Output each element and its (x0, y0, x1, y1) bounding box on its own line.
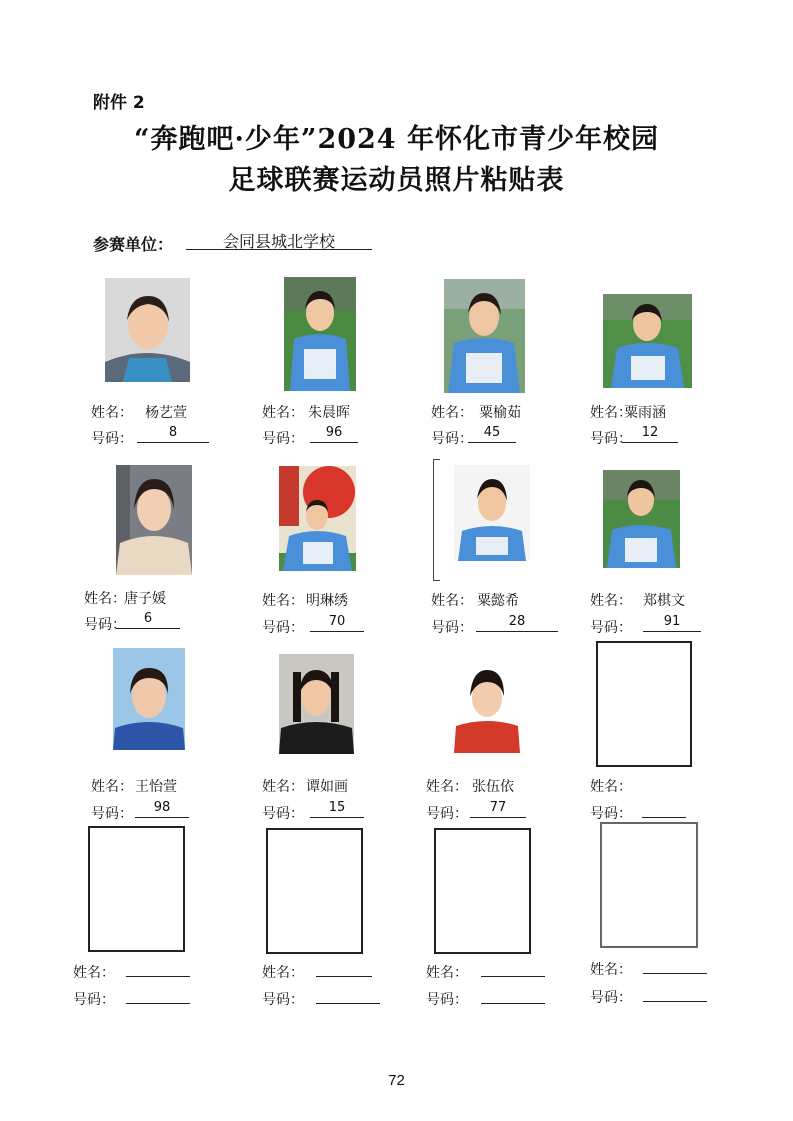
player-photo-9 (113, 648, 185, 750)
player-photo-10 (279, 654, 354, 754)
player-3-name-label: 姓名： (431, 405, 473, 421)
player-8-number-label: 号码： (590, 620, 632, 636)
player-5-name: 唐子媛 (124, 591, 166, 607)
player-8-name: 郑棋文 (643, 593, 685, 609)
player-14-number (316, 986, 380, 1004)
unit-name-field: 会同县城北学校 (186, 229, 372, 250)
player-2-number-label: 号码： (262, 431, 304, 447)
player-6-number: 70 (310, 614, 364, 632)
player-8-number: 91 (643, 614, 701, 632)
player-14-name (316, 959, 372, 977)
player-14-name-label: 姓名： (262, 965, 304, 981)
photo-frame-bracket (433, 459, 440, 581)
player-1-name-label: 姓名： (91, 405, 133, 421)
player-1-number: 8 (137, 425, 209, 443)
player-11-name: 张伍依 (472, 779, 514, 795)
player-16-number-label: 号码： (590, 990, 632, 1006)
player-9-number: 98 (135, 800, 189, 818)
player-5-name-label: 姓名： (84, 591, 126, 607)
photo-placeholder-16 (600, 822, 698, 948)
player-16-number (643, 984, 707, 1002)
player-13-number-label: 号码： (73, 992, 115, 1008)
player-2-name-label: 姓名： (262, 405, 304, 421)
player-3-name: 粟榆茹 (479, 405, 521, 421)
player-15-number (481, 986, 545, 1004)
player-2-number: 96 (310, 425, 358, 443)
player-8-name-label: 姓名： (590, 593, 632, 609)
player-3-number: 45 (468, 425, 516, 443)
player-3-number-label: 号码： (431, 431, 473, 447)
photo-placeholder-14 (266, 828, 363, 954)
player-photo-3 (444, 279, 525, 393)
player-photo-7 (454, 465, 530, 561)
player-7-number-label: 号码： (431, 620, 473, 636)
player-photo-4 (603, 294, 692, 388)
player-15-number-label: 号码： (426, 992, 468, 1008)
player-13-name-label: 姓名： (73, 965, 115, 981)
attachment-label: 附件 2 (93, 93, 145, 113)
player-4-name: 粟雨涵 (624, 405, 666, 421)
player-9-name-label: 姓名： (91, 779, 133, 795)
player-10-number-label: 号码： (262, 806, 304, 822)
player-13-number (126, 986, 190, 1004)
player-photo-1 (105, 278, 190, 382)
player-5-number: 6 (116, 611, 180, 629)
player-15-name-label: 姓名： (426, 965, 468, 981)
player-photo-5 (116, 465, 192, 575)
unit-label: 参赛单位： (93, 235, 174, 254)
player-4-name-label: 姓名： (590, 405, 632, 421)
player-16-name-label: 姓名： (590, 962, 632, 978)
player-1-number-label: 号码： (91, 431, 133, 447)
player-11-number-label: 号码： (426, 806, 468, 822)
player-7-name-label: 姓名： (431, 593, 473, 609)
player-9-name: 王怡萱 (135, 779, 177, 795)
page-number: 72 (388, 1072, 405, 1089)
player-12-number (642, 800, 686, 818)
player-6-name-label: 姓名： (262, 593, 304, 609)
player-photo-11 (454, 658, 520, 753)
photo-placeholder-12 (596, 641, 692, 767)
player-5-number-label: 号码： (84, 617, 126, 633)
photo-placeholder-15 (434, 828, 531, 954)
player-12-name-label: 姓名： (590, 779, 632, 795)
player-photo-8 (603, 470, 680, 568)
player-7-number: 28 (476, 614, 558, 632)
player-4-number: 12 (622, 425, 678, 443)
player-9-number-label: 号码： (91, 806, 133, 822)
player-6-name: 明琳绣 (306, 593, 348, 609)
player-13-name (126, 959, 190, 977)
player-6-number-label: 号码： (262, 620, 304, 636)
player-16-name (643, 956, 707, 974)
page-title-line2: 足球联赛运动员照片粘贴表 (228, 165, 565, 196)
player-4-number-label: 号码： (590, 431, 632, 447)
player-1-name: 杨艺萱 (145, 405, 187, 421)
player-2-name: 朱晨晖 (308, 405, 350, 421)
player-11-name-label: 姓名： (426, 779, 468, 795)
player-10-name-label: 姓名： (262, 779, 304, 795)
player-photo-6 (279, 466, 356, 571)
player-10-name: 谭如画 (306, 779, 348, 795)
player-12-number-label: 号码： (590, 806, 632, 822)
player-15-name (481, 959, 545, 977)
player-11-number: 77 (470, 800, 526, 818)
page-title-line1: “奔跑吧·少年”2024 年怀化市青少年校园 (133, 124, 659, 155)
player-photo-2 (284, 277, 356, 391)
player-10-number: 15 (310, 800, 364, 818)
player-14-number-label: 号码： (262, 992, 304, 1008)
player-7-name: 粟懿希 (477, 593, 519, 609)
photo-placeholder-13 (88, 826, 185, 952)
